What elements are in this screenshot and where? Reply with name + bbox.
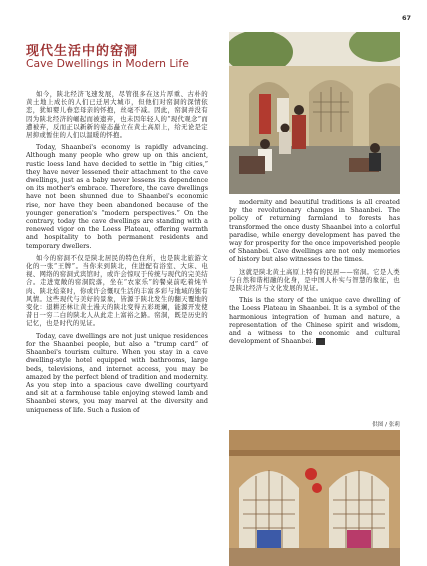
cave-courtyard-illustration — [229, 430, 400, 566]
article-title-chinese: 现代生活中的窑洞 — [26, 44, 139, 59]
paragraph-chinese-1: 如今，陕北经济飞速发展，尽管很多在这片厚重、古朴的黄土地上成长的人们已迁居大城市，但他们对窑洞的深情依恋，犹如婴儿眷恋母亲的怀抱，丝毫不减。因此，窑洞并没有因为陕北经济的崛起而被遗弃，也未因年轻人的“现代观念”而遭被弃，反而正以新新的姿态矗立在黄土高原上，给无论是定居抑或暂住的人们以温暖的怀抱。 — [26, 90, 208, 140]
paragraph-english-4 — [229, 296, 400, 345]
cave-courtyard-photo — [229, 430, 400, 566]
paragraph-english-4-text: This is the story of the unique cave dwelling of the Loess Plateau in Shaanbei. It is a symbol of the harmonious integration of human and nature, a representation of the Chinese spirit and wisdom, and a witness to the economic and cultural development of Shaanbei. — [229, 296, 400, 346]
article-title-english: Cave Dwellings in Modern Life — [26, 57, 189, 70]
paragraph-chinese-3: 这就是陕北黄土高原上特有的民居——窑洞。它是人类与自然和谐相融的化身，是中国人朴实与智慧的象征，也是陕北经济与文化发展的见证。 — [229, 267, 400, 293]
paragraph-english-3: modernity and beautiful traditions is all created by the revolutionary changes in Shaanbei. The policy of returning farmland to forests has transformed the once dusty Shaanbei into a colorful paradise, while energy development has paved the way for prosperity for the once impoverished people of Shaanbei. Cave dwellings are not only memories of history but also witnesses to the times. — [229, 198, 400, 264]
right-text-column — [229, 198, 400, 349]
page-number: 67 — [401, 14, 411, 22]
article-end-mark-icon: ■ — [316, 338, 325, 345]
left-text-column — [26, 90, 208, 418]
paragraph-english-2: Today, cave dwellings are not just unique residences for the Shaanbei people, but also a “trump card” of Shaanbei's tourism culture. When you stay in a cave dwelling-style hotel equipped with bathrooms, large beds, televisions, and internet access, you may be amazed by the perfect blend of tradition and modernity. As you step into a spacious cave dwelling courtyard and sit at a farmhouse table enjoying stewed lamb and Shaanbei stews, you may marvel at the diversity and uniqueness of life. Such a fusion of — [26, 331, 208, 414]
photo-credit: 供图 / 张莉 — [372, 422, 400, 428]
paragraph-english-1: Today, Shaanbei's economy is rapidly advancing. Although many people who grew up on this ancient, rustic loess land have decided to settle in “big cities,” they have never lessened their attachment to the cave dwellings, just as a baby never lessens its dependence on its mother's embrace. Therefore, the cave dwellings have not been shunned due to Shaanbei's economic rise, nor have they been abandoned because of the younger generation's “modern perspectives.” On the contrary, today the cave dwellings are standing with a renewed vigor on the Loess Plateau, offering warmth and hospitality to both permanent residents and temporary dwellers. — [26, 143, 208, 250]
cave-performance-photo — [229, 32, 400, 194]
paragraph-chinese-2: 如今的窑洞不仅是陕北居民的特色住所，也是陕北旅游文化的一张“王牌”。当你来到陕北，住进配有浴室、大床、电视、网络的窑洞式宾馆时，或许会惊叹于传统与现代的完美结合。走进宽敞的窑洞院落，坐在“农家乐”的餐桌前吃着炖羊肉、陕北烩菜时，你或许会慨叹生活的丰富多彩与地域的独有风情。这些现代与美好的景象，皆源于陕北发生的翻天覆地的变化：退耕还林让黄土漫天的陕北变得五彩斑斓，能源开发使昔日一穷二白的陕北人从此走上富裕之路。窑洞，既是历史的记忆，也是时代的见证。 — [26, 253, 208, 328]
cave-performance-illustration — [229, 32, 400, 194]
